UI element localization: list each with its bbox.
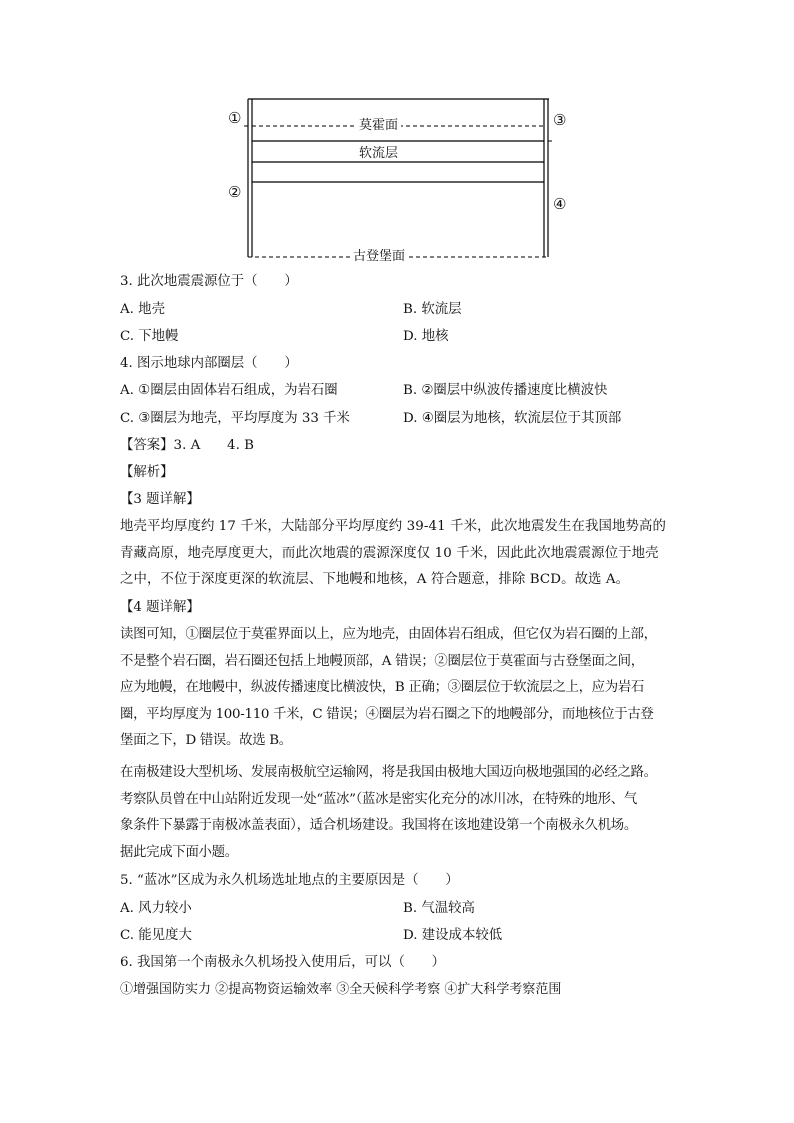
q4-detail-heading: 【4 题详解】 bbox=[120, 600, 200, 615]
passage-line: 象条件下暴露于南极冰盖表面），适合机场建设。我国将在该地建设第一个南极永久机场。 bbox=[120, 818, 637, 834]
q4-stem: 4. 图示地球内部圈层（ ） bbox=[120, 356, 298, 371]
q3-detail-line: 地壳平均厚度约 17 千米，大陆部分平均厚度约 39-41 千米，此次地震发生在我国地势高的 bbox=[120, 519, 666, 534]
q3-option-c: C. 下地幔 bbox=[120, 329, 179, 344]
q4-detail-line: 读图可知，①圈层位于莫霍界面以上，应为地壳，由固体岩石组成，但它仅为岩石圈的上部， bbox=[120, 627, 657, 642]
q6-stem: 6. 我国第一个南极永久机场投入使用后，可以（ ） bbox=[120, 955, 446, 970]
q4-detail-line: 圈，平均厚度为 100-110 千米，C 错误；④圈层为岩石圈之下的地幔部分，而地核位于古登 bbox=[120, 706, 654, 722]
q4-detail-line: 应为地幔，在地幔中，纵波传播速度比横波快，B 正确；③圈层位于软流层之上，应为岩石 bbox=[120, 680, 645, 696]
asthenosphere-label: 软流层 bbox=[359, 146, 399, 161]
q3-detail-line: 青藏高原，地壳厚度更大，而此次地震的震源深度仅 10 千米，因此此次地震震源位于地壳 bbox=[120, 545, 659, 561]
circle-label-4: ④ bbox=[553, 195, 567, 213]
analysis-heading: 【解析】 bbox=[120, 465, 174, 480]
circle-label-2: ② bbox=[228, 183, 242, 201]
passage-line: 据此完成下面小题。 bbox=[120, 844, 238, 860]
passage-paragraph bbox=[120, 760, 680, 866]
q3-detail-paragraph bbox=[120, 514, 680, 594]
q4-detail-paragraph bbox=[120, 622, 680, 755]
circle-label-3: ③ bbox=[553, 111, 567, 129]
q3-option-b: B. 软流层 bbox=[403, 302, 462, 317]
circle-label-1: ① bbox=[228, 109, 242, 127]
passage-line: 在南极建设大型机场、发展南极航空运输网，将是我国由极地大国迈向极地强国的必经之路。 bbox=[120, 765, 657, 780]
q3-option-a: A. 地壳 bbox=[120, 302, 165, 317]
q3-stem: 3. 此次地震震源位于（ ） bbox=[120, 274, 298, 289]
passage-line: 考察队员曾在中山站附近发现一处“蓝冰”（蓝冰是密实化充分的冰川冰，在特殊的地形、气 bbox=[120, 791, 637, 807]
q3-option-d: D. 地核 bbox=[403, 329, 449, 344]
answer-line: 【答案】3. A 4. B bbox=[120, 438, 254, 453]
q5-option-c: C. 能见度大 bbox=[120, 928, 192, 943]
gutenberg-label: 古登堡面 bbox=[350, 250, 408, 264]
moho-label: 莫霍面 bbox=[356, 119, 401, 133]
q5-stem: 5. “蓝冰”区成为永久机场选址地点的主要原因是（ ） bbox=[120, 873, 459, 888]
q5-option-b: B. 气温较高 bbox=[403, 901, 475, 916]
q4-option-d: D. ④圈层为地核，软流层位于其顶部 bbox=[403, 411, 622, 426]
earth-layers-diagram bbox=[226, 94, 572, 266]
q4-option-a: A. ①圈层由固体岩石组成，为岩石圈 bbox=[120, 383, 338, 398]
q5-option-d: D. 建设成本较低 bbox=[403, 928, 503, 943]
q6-items: ①增强国防实力 ②提高物资运输效率 ③全天候科学考察 ④扩大科学考察范围 bbox=[120, 982, 562, 997]
q4-option-c: C. ③圈层为地壳，平均厚度为 33 千米 bbox=[120, 411, 350, 426]
q4-detail-line: 堡面之下，D 错误。故选 B。 bbox=[120, 733, 292, 749]
q4-detail-line: 不是整个岩石圈，岩石圈还包括上地幔顶部，A 错误；②圈层位于莫霍面与古登堡面之间， bbox=[120, 653, 644, 669]
q5-option-a: A. 风力较小 bbox=[120, 901, 192, 916]
q3-detail-line: 之中，不位于深度更深的软流层、下地幔和地核，A 符合题意，排除 BCD。故选 A。 bbox=[120, 572, 630, 588]
q3-detail-heading: 【3 题详解】 bbox=[120, 492, 200, 507]
q4-option-b: B. ②圈层中纵波传播速度比横波快 bbox=[403, 383, 608, 398]
